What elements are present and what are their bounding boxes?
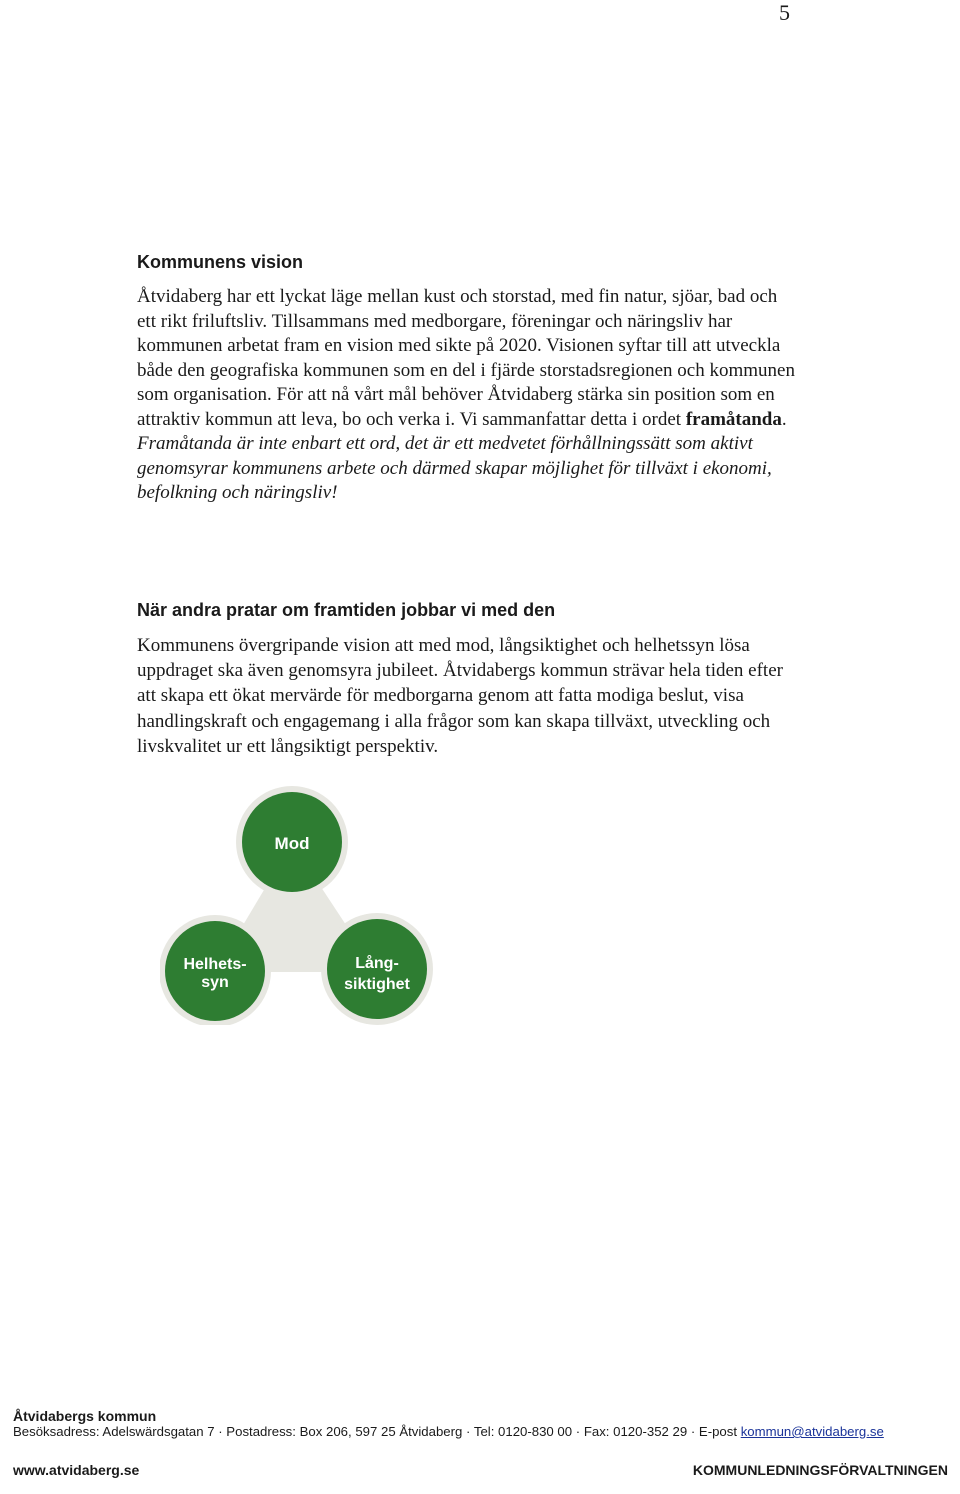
vision-text-end: . [781,408,787,430]
vision-heading: Kommunens vision [137,252,304,272]
footer-bottom-bar [13,1462,948,1478]
vision-text: Åtvidaberg har ett lyckat läge mellan kust och storstad, med fin natur, sjöar, bad och ett rikt friluftsliv. Tillsammans med medborgare, föreningar och näringsliv har kommunen arbetat fram en vision med sikte på 2020. Visionen syftar till att utveckla både den geografiska kommunen som en del i fjärde storstadsregionen och kommunen som organisation. För att nå vårt mål behöver Åtvidaberg stärka sin position som en attraktiv kommun att leva, bo och verka i. Vi sammanfattar detta i ordet [137,286,795,430]
footer-website-link[interactable]: www.atvidaberg.se [13,1462,140,1478]
footer-address-line [13,1424,948,1439]
page-number: 5 [779,0,790,25]
circle-langsiktighet-label-1: Lång- [355,955,399,972]
circle-helhetssyn [160,915,271,1025]
future-heading: När andra pratar om framtiden jobbar vi med den [137,600,556,620]
circle-langsiktighet [321,913,433,1025]
vision-section [137,252,797,506]
future-section [137,600,797,759]
future-paragraph: Kommunens övergripande vision att med mod, långsiktighet och helhetssyn lösa uppdraget ska även genomsyra jubileet. Åtvidabergs kommun strävar hela tiden efter att skapa ett ökat mervärde för medborgarna genom att fatta modiga beslut, visa handlingskraft och engagemang i alla frågor som kan skapa tillväxt, utveckling och livskvalitet ur ett långsiktigt perspektiv. [137,635,783,757]
circle-mod-label: Mod [274,834,310,853]
footer-address: Besöksadress: Adelswärdsgatan 7 · Postadress: Box 206, 597 25 Åtvidaberg · Tel: 0120-830 00 · Fax: 0120-352 29 · E-post [13,1424,741,1439]
circle-langsiktighet-label-2: siktighet [344,976,410,993]
values-diagram [160,785,440,1025]
vision-keyword: framåtanda [685,408,782,430]
footer-department: KOMMUNLEDNINGSFÖRVALTNINGEN [692,1462,948,1478]
circle-helhetssyn-label-2: syn [201,974,229,991]
vision-italic-text: Framåtanda är inte enbart ett ord, det är ett medvetet förhållningssätt som aktivt genomsyrar kommunens arbete och därmed skapar möjlighet för tillväxt i ekonomi, befolkning och näringsliv! [137,433,772,503]
circle-mod [236,786,348,898]
footer-email-link[interactable]: kommun@atvidaberg.se [740,1424,884,1439]
circle-helhetssyn-label-1: Helhets- [183,956,247,973]
vision-paragraph [137,285,797,506]
footer-org-name: Åtvidabergs kommun [13,1408,157,1424]
